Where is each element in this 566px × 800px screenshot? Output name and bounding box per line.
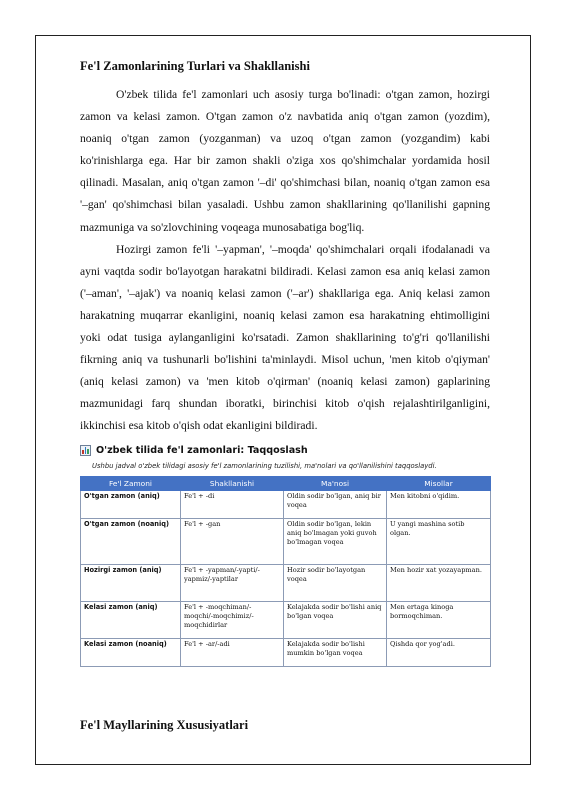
table-header-row bbox=[81, 476, 491, 490]
table-cell: Fe'l + -di bbox=[181, 490, 284, 518]
table-cell: Oldin sodir bo'lgan, aniq bir voqea bbox=[284, 490, 387, 518]
table-cell: Kelasi zamon (noaniq) bbox=[81, 638, 181, 666]
table-cell: Kelajakda sodir bo'lishi mumkin bo'lgan voqea bbox=[284, 638, 387, 666]
table-title bbox=[80, 444, 490, 458]
column-header: Ma'nosi bbox=[284, 476, 387, 490]
table-cell: Men kitobni o'qidim. bbox=[387, 490, 491, 518]
comparison-table bbox=[80, 476, 491, 667]
table-cell: Hozirgi zamon (aniq) bbox=[81, 564, 181, 601]
table-cell: Fe'l + -ar/-adi bbox=[181, 638, 284, 666]
table-caption: Ushbu jadval o'zbek tilidagi asosiy fe'l zamonlarining tuzilishi, ma'nolari va qo'llanilishini taqqoslaydi. bbox=[92, 461, 437, 470]
table-row bbox=[81, 601, 491, 638]
column-header: Shakllanishi bbox=[181, 476, 284, 490]
table-title-text: O'zbek tilida fe'l zamonlari: Taqqoslash bbox=[96, 445, 308, 456]
table-row bbox=[81, 490, 491, 518]
column-header: Misollar bbox=[387, 476, 491, 490]
bar-chart-icon bbox=[80, 445, 91, 456]
table-cell: Qishda qor yog'adi. bbox=[387, 638, 491, 666]
section-heading: Fe'l Mayllarining Xususiyatlari bbox=[80, 718, 249, 732]
table-cell: Men hozir xat yozayapman. bbox=[387, 564, 491, 601]
table-row bbox=[81, 564, 491, 601]
table-cell: Fe'l + -yapman/-yapti/-yapmiz/-yaptilar bbox=[181, 564, 284, 601]
table-cell: Oldin sodir bo'lgan, lekin aniq bo'lmagan yoki guvoh bo'lmagan voqea bbox=[284, 518, 387, 564]
main-content bbox=[80, 58, 490, 667]
table-cell: O'tgan zamon (noaniq) bbox=[81, 518, 181, 564]
table-cell: Kelajakda sodir bo'lishi aniq bo'lgan voqea bbox=[284, 601, 387, 638]
table-cell: O'tgan zamon (aniq) bbox=[81, 490, 181, 518]
table-row bbox=[81, 638, 491, 666]
table-row bbox=[81, 518, 491, 564]
paragraph: O'zbek tilida fe'l zamonlari uch asosiy turga bo'linadi: o'tgan zamon, hozirgi zamon va kelasi zamon. O'tgan zamon o'z navbatida aniq o'tgan zamon (yozdim), noaniq o'tgan zamon (yozganman) va uzoq o'tgan zamon (yozgandim) kabi ko'rinishlarga ega. Har bir zamon shakli o'ziga xos qo'shimchalar yordamida hosil qilinadi. Masalan, aniq o'tgan zamon '–di' qo'shimchasi bilan, noaniq o'tgan zamon esa '–gan' qo'shimchasi bilan yasaladi. Ushbu zamon shakllarining qo'llanilishi gapning mazmuniga va so'zlovchining voqeaga munosabatiga bog'liq. bbox=[80, 88, 490, 234]
column-header: Fe'l Zamoni bbox=[81, 476, 181, 490]
paragraph: Hozirgi zamon fe'li '–yapman', '–moqda' qo'shimchalari orqali ifodalanadi va ayni vaqtda sodir bo'layotgan harakatni bildiradi. Kelasi zamon esa aniq kelasi zamon ('–aman', '–ajak') va noaniq kelasi zamon ('–ar') shakllariga ega. Aniq kelasi zamon harakatning muqarrar ekanligini, noaniq kelasi zamon esa harakatning ehtimolligini yoki odat tusiga aylanganligini ko'rsatadi. Zamon shakllarining to'g'ri qo'llanilishi fikrning aniq va tushunarli bo'lishini ta'minlaydi. Misol uchun, 'men kitob o'qiyman' (aniq kelasi zamon) va 'men kitob o'qirman' (noaniq kelasi zamon) gaplarining mazmunidagi farq shundan iboratki, birinchisi kitob o'qish rejalashtirilganligini, ikkinchisi esa kitob o'qish odat ekanligini bildiradi. bbox=[80, 242, 490, 433]
table-cell: Fe'l + -gan bbox=[181, 518, 284, 564]
table-cell: Fe'l + -moqchiman/-moqchi/-moqchimiz/-moqchidirlar bbox=[181, 601, 284, 638]
section-heading: Fe'l Zamonlarining Turlari va Shakllanishi bbox=[80, 59, 310, 73]
table-cell: Hozir sodir bo'layotgan voqea bbox=[284, 564, 387, 601]
table-cell: Kelasi zamon (aniq) bbox=[81, 601, 181, 638]
table-cell: U yangi mashina sotib olgan. bbox=[387, 518, 491, 564]
table-cell: Men ertaga kinoga bormoqchiman. bbox=[387, 601, 491, 638]
